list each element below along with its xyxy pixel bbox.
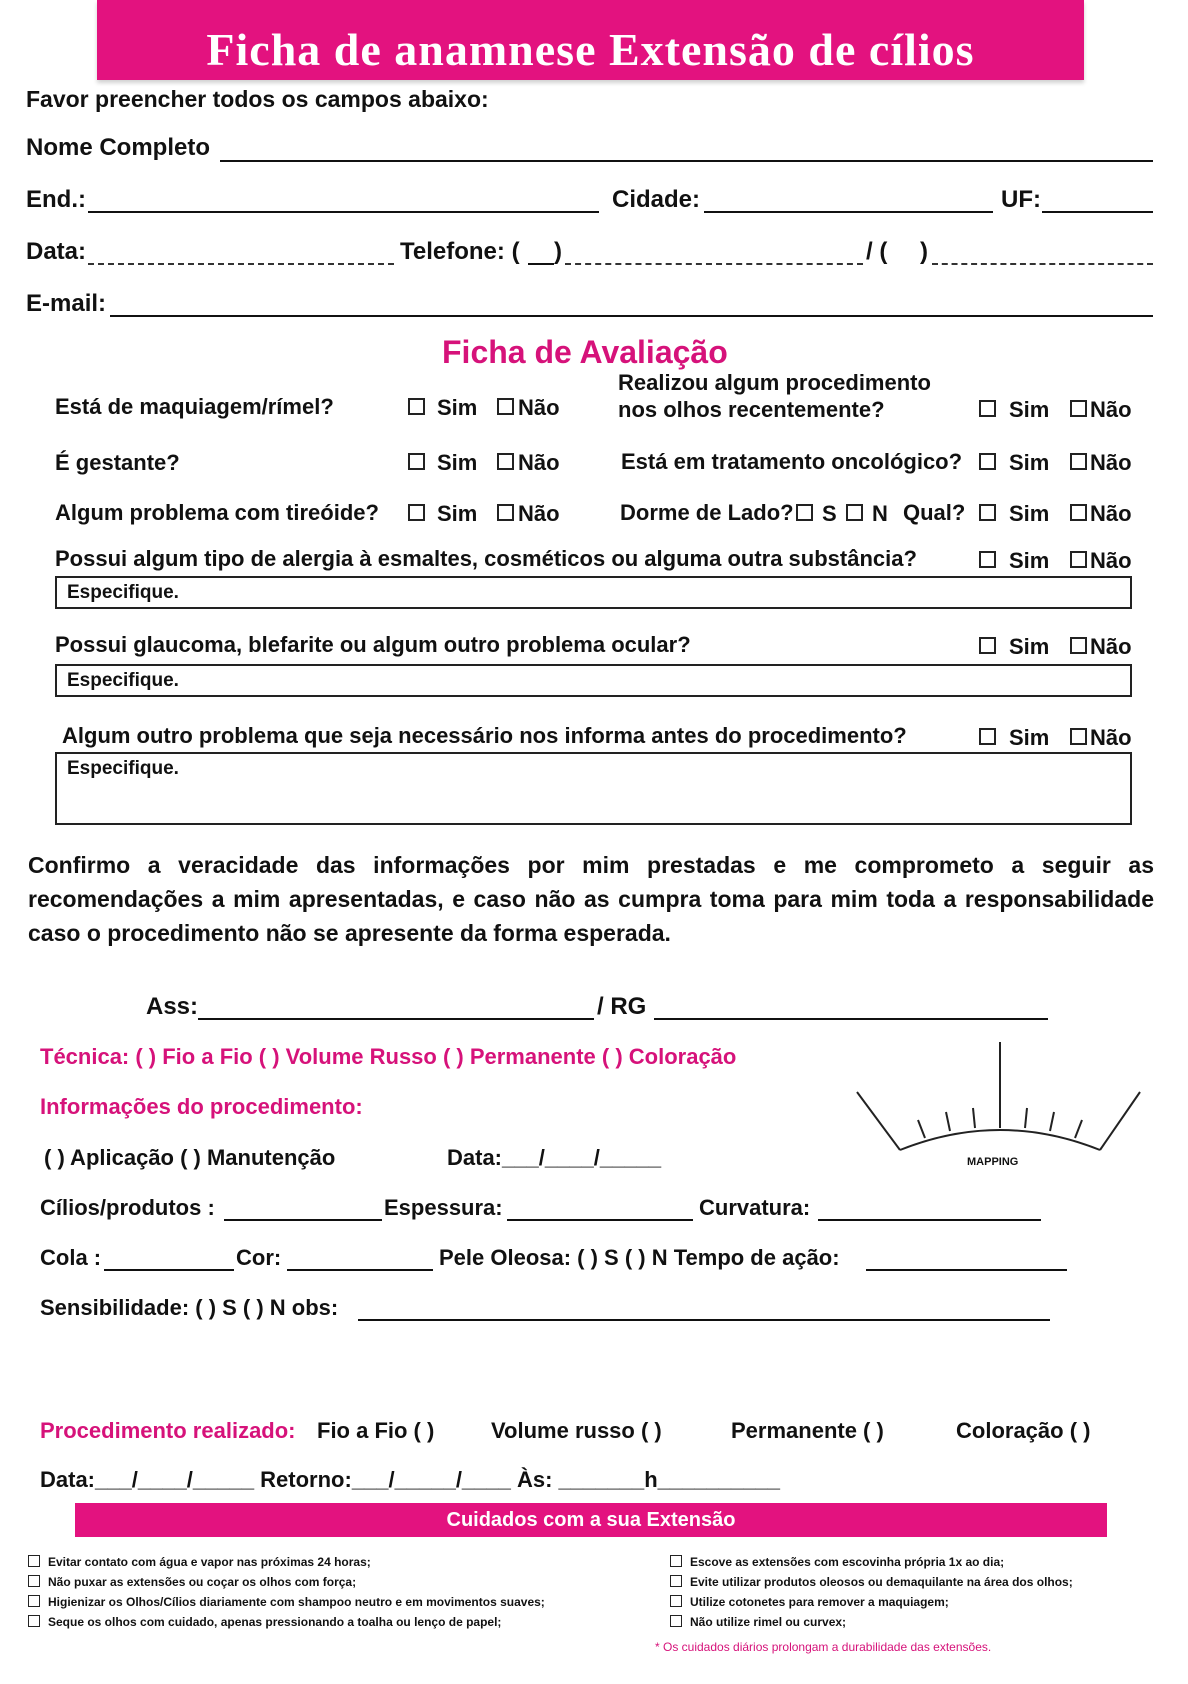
cor-field[interactable]	[287, 1269, 433, 1271]
nao-label: Não	[1090, 397, 1132, 422]
tecnica-line: Técnica: ( ) Fio a Fio ( ) Volume Russo ( ) Permanente ( ) Coloração	[40, 1044, 737, 1069]
end-label: End.:	[26, 186, 86, 213]
declaration-text: Confirmo a veracidade das informações por mim prestadas e me comprometo a seguir as recomendações a mim apresentadas, e caso não as cumpra toma para mim toda a responsabilidade caso o procedimento não se apresente da forma esperada.	[28, 852, 1154, 946]
check-icon	[670, 1555, 682, 1567]
espessura-label: Espessura:	[384, 1195, 503, 1220]
q-glaucoma: Possui glaucoma, blefarite ou algum outro problema ocular?	[55, 632, 691, 657]
cuidados-title: Cuidados com a sua Extensão	[75, 1503, 1107, 1537]
sensibilidade-label: Sensibilidade: ( ) S ( ) N obs:	[40, 1295, 339, 1320]
care-item: Escove as extensões com escovinha própria 1x ao dia;	[670, 1554, 1004, 1569]
q-qual-sim-checkbox[interactable]	[979, 504, 996, 521]
q-tireoide-sim-checkbox[interactable]	[408, 504, 425, 521]
q-procedimento-line2: nos olhos recentemente?	[618, 397, 885, 422]
s-label: S	[822, 501, 837, 526]
q-procedimento-sim-checkbox[interactable]	[979, 400, 996, 417]
ass-label: Ass:	[146, 993, 199, 1020]
sim-label: Sim	[1009, 634, 1050, 659]
nao-label: Não	[518, 395, 560, 420]
q-dorme-n-checkbox[interactable]	[846, 504, 863, 521]
q-alergia-sim-checkbox[interactable]	[979, 551, 996, 568]
especifique-label: Especifique.	[67, 758, 179, 779]
curvatura-field[interactable]	[818, 1219, 1041, 1221]
cidade-label: Cidade:	[612, 186, 701, 213]
check-icon	[28, 1555, 40, 1567]
check-icon	[28, 1575, 40, 1587]
check-icon	[28, 1595, 40, 1607]
email-field[interactable]	[110, 315, 1153, 317]
tipo-procedimento: ( ) Aplicação ( ) Manutenção	[44, 1145, 336, 1170]
q-maquiagem-nao-checkbox[interactable]	[497, 398, 514, 415]
q-gestante: É gestante?	[55, 450, 180, 475]
cidade-field[interactable]	[704, 211, 993, 213]
tempo-acao-field[interactable]	[866, 1269, 1067, 1271]
pele-oleosa-label: Pele Oleosa: ( ) S ( ) N Tempo de ação:	[439, 1245, 840, 1270]
check-icon	[28, 1615, 40, 1627]
q-oncologico-nao-checkbox[interactable]	[1070, 453, 1087, 470]
data-field[interactable]	[88, 263, 394, 265]
nao-label: Não	[518, 450, 560, 475]
q-outro-nao-checkbox[interactable]	[1070, 728, 1087, 745]
curvatura-label: Curvatura:	[699, 1195, 811, 1220]
telefone-close: )	[554, 238, 562, 265]
alergia-especifique-box[interactable]	[55, 576, 1132, 609]
qual-label: Qual?	[903, 500, 966, 525]
realizado-datas: Data:___/____/_____ Retorno:___/_____/____ Às: _______h__________	[40, 1467, 780, 1492]
rg-field[interactable]	[654, 1018, 1048, 1020]
q-maquiagem: Está de maquiagem/rímel?	[55, 394, 334, 419]
form-title: Ficha de anamnese Extensão de cílios	[97, 0, 1084, 80]
telefone-sep: / (	[866, 238, 888, 265]
email-label: E-mail:	[26, 290, 107, 317]
info-procedimento-label: Informações do procedimento:	[40, 1094, 363, 1119]
care-item: Não utilize rimel ou curvex;	[670, 1614, 846, 1629]
care-item: Higienizar os Olhos/Cílios diariamente com shampoo neutro e em movimentos suaves;	[28, 1594, 545, 1609]
q-tireoide-nao-checkbox[interactable]	[497, 504, 514, 521]
care-item: Seque os olhos com cuidado, apenas pressionando a toalha ou lenço de papel;	[28, 1614, 501, 1629]
telefone-field[interactable]	[565, 263, 863, 265]
especifique-label: Especifique.	[67, 582, 179, 603]
q-outro-problema: Algum outro problema que seja necessário nos informa antes do procedimento?	[62, 723, 907, 748]
sim-label: Sim	[1009, 725, 1050, 750]
ddd-field[interactable]	[528, 263, 554, 265]
n-label: N	[872, 501, 888, 526]
q-tireoide: Algum problema com tireóide?	[55, 500, 379, 525]
q-oncologico: Está em tratamento oncológico?	[621, 449, 963, 474]
sim-label: Sim	[437, 395, 478, 420]
sim-label: Sim	[1009, 501, 1050, 526]
q-dorme-s-checkbox[interactable]	[796, 504, 813, 521]
nao-label: Não	[518, 501, 560, 526]
nao-label: Não	[1090, 501, 1132, 526]
q-dorme-lado: Dorme de Lado?	[620, 500, 794, 525]
q-gestante-sim-checkbox[interactable]	[408, 453, 425, 470]
cor-label: Cor:	[236, 1245, 282, 1270]
obs-field[interactable]	[358, 1319, 1050, 1321]
data-label: Data:	[26, 238, 87, 265]
sim-label: Sim	[437, 450, 478, 475]
check-icon	[670, 1595, 682, 1607]
care-item: Evitar contato com água e vapor nas próximas 24 horas;	[28, 1554, 371, 1569]
uf-label: UF:	[1001, 186, 1041, 213]
sim-label: Sim	[1009, 450, 1050, 475]
q-procedimento-nao-checkbox[interactable]	[1070, 400, 1087, 417]
glaucoma-especifique-box[interactable]	[55, 664, 1132, 697]
cola-field[interactable]	[104, 1269, 234, 1271]
sim-label: Sim	[437, 501, 478, 526]
rg-label: / RG	[597, 993, 647, 1020]
q-gestante-nao-checkbox[interactable]	[497, 453, 514, 470]
end-field[interactable]	[88, 211, 599, 213]
telefone-label: Telefone: (	[400, 238, 520, 265]
telefone2-field[interactable]	[932, 263, 1153, 265]
q-procedimento-line1: Realizou algum procedimento	[618, 370, 931, 395]
q-oncologico-sim-checkbox[interactable]	[979, 453, 996, 470]
nome-label: Nome Completo	[26, 134, 211, 161]
sim-label: Sim	[1009, 397, 1050, 422]
evaluation-title: Ficha de Avaliação	[442, 334, 728, 370]
cilios-label: Cílios/produtos :	[40, 1195, 215, 1220]
realizado-coloracao: Coloração ( )	[956, 1418, 1091, 1443]
nao-label: Não	[1090, 634, 1132, 659]
care-note: * Os cuidados diários prolongam a durabilidade das extensões.	[655, 1640, 992, 1654]
nome-field[interactable]	[220, 160, 1153, 162]
intro-text: Favor preencher todos os campos abaixo:	[26, 86, 489, 112]
q-glaucoma-nao-checkbox[interactable]	[1070, 637, 1087, 654]
check-icon	[670, 1575, 682, 1587]
outro-especifique-box[interactable]	[55, 752, 1132, 825]
care-item: Utilize cotonetes para remover a maquiagem;	[670, 1594, 949, 1609]
nao-label: Não	[1090, 450, 1132, 475]
q-qual-nao-checkbox[interactable]	[1070, 504, 1087, 521]
q-glaucoma-sim-checkbox[interactable]	[979, 637, 996, 654]
cola-label: Cola :	[40, 1245, 102, 1270]
check-icon	[670, 1615, 682, 1627]
q-alergia: Possui algum tipo de alergia à esmaltes, cosméticos ou alguma outra substância?	[55, 546, 917, 571]
q-outro-sim-checkbox[interactable]	[979, 728, 996, 745]
realizado-volume: Volume russo ( )	[491, 1418, 662, 1443]
sim-label: Sim	[1009, 548, 1050, 573]
care-item: Não puxar as extensões ou coçar os olhos com força;	[28, 1574, 356, 1589]
realizado-permanente: Permanente ( )	[731, 1418, 884, 1443]
realizado-label: Procedimento realizado:	[40, 1418, 296, 1443]
q-maquiagem-sim-checkbox[interactable]	[408, 398, 425, 415]
realizado-fio: Fio a Fio ( )	[317, 1418, 435, 1443]
telefone-close2: )	[920, 238, 928, 265]
ass-field[interactable]	[198, 1018, 594, 1020]
procedimento-data: Data:___/____/_____	[447, 1145, 662, 1170]
nao-label: Não	[1090, 725, 1132, 750]
q-alergia-nao-checkbox[interactable]	[1070, 551, 1087, 568]
nao-label: Não	[1090, 548, 1132, 573]
cilios-field[interactable]	[224, 1219, 382, 1221]
especifique-label: Especifique.	[67, 670, 179, 691]
care-item: Evite utilizar produtos oleosos ou demaquilante na área dos olhos;	[670, 1574, 1073, 1589]
espessura-field[interactable]	[507, 1219, 693, 1221]
mapping-diagram	[845, 1040, 1145, 1170]
uf-field[interactable]	[1042, 211, 1153, 213]
mapping-label: MAPPING	[967, 1156, 1019, 1168]
